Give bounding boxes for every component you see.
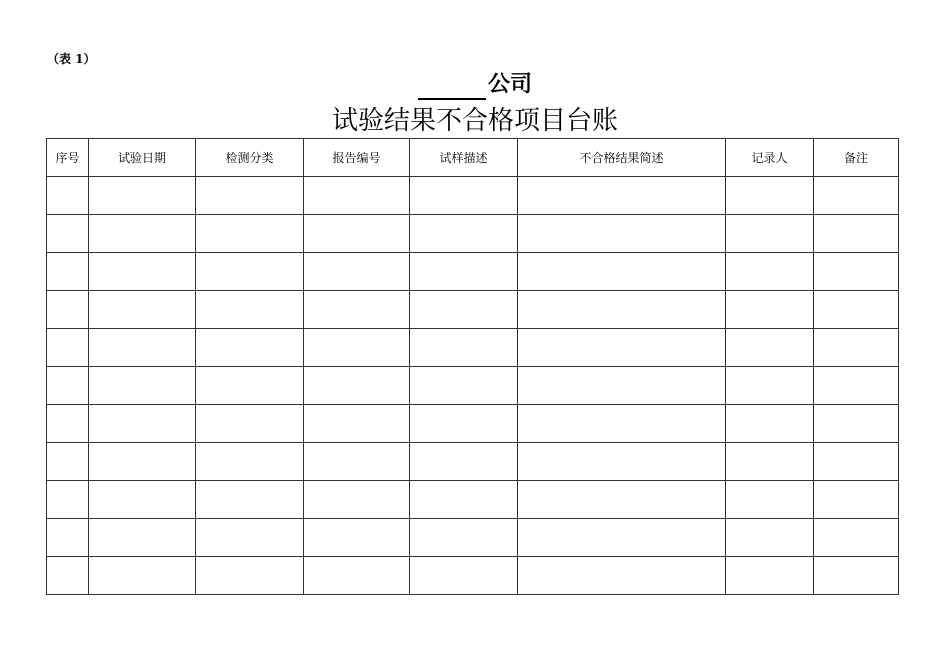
table-cell[interactable] <box>304 329 410 367</box>
table-cell[interactable] <box>47 177 89 215</box>
table-cell[interactable] <box>47 291 89 329</box>
table-cell[interactable] <box>518 291 726 329</box>
table-cell[interactable] <box>196 481 304 519</box>
table-cell[interactable] <box>518 519 726 557</box>
table-cell[interactable] <box>518 405 726 443</box>
table-cell[interactable] <box>518 367 726 405</box>
table-cell[interactable] <box>47 443 89 481</box>
table-cell[interactable] <box>89 367 196 405</box>
table-cell[interactable] <box>304 177 410 215</box>
table-cell[interactable] <box>196 329 304 367</box>
table-cell[interactable] <box>410 215 518 253</box>
table-cell[interactable] <box>304 367 410 405</box>
table-row <box>47 481 899 519</box>
company-name-blank[interactable] <box>418 74 486 100</box>
table-cell[interactable] <box>814 367 899 405</box>
table-cell[interactable] <box>196 215 304 253</box>
table-cell[interactable] <box>410 557 518 595</box>
header-row <box>47 139 899 177</box>
document-title: 试验结果不合格项目台账 <box>331 106 618 136</box>
column-header: 序号 <box>47 139 89 177</box>
table-cell[interactable] <box>196 367 304 405</box>
table-cell[interactable] <box>726 215 814 253</box>
table-cell[interactable] <box>89 557 196 595</box>
table-cell[interactable] <box>410 291 518 329</box>
table-cell[interactable] <box>304 253 410 291</box>
table-cell[interactable] <box>47 215 89 253</box>
column-header: 试样描述 <box>410 139 518 177</box>
table-cell[interactable] <box>814 557 899 595</box>
table-cell[interactable] <box>196 405 304 443</box>
table-cell[interactable] <box>814 443 899 481</box>
table-cell[interactable] <box>410 481 518 519</box>
table-cell[interactable] <box>410 329 518 367</box>
column-header: 检测分类 <box>196 139 304 177</box>
table-cell[interactable] <box>726 557 814 595</box>
table-cell[interactable] <box>518 443 726 481</box>
table-cell[interactable] <box>89 253 196 291</box>
table-cell[interactable] <box>304 443 410 481</box>
column-header: 记录人 <box>726 139 814 177</box>
table-cell[interactable] <box>726 329 814 367</box>
table-cell[interactable] <box>410 519 518 557</box>
table-cell[interactable] <box>726 405 814 443</box>
table-cell[interactable] <box>814 329 899 367</box>
table-row <box>47 253 899 291</box>
company-suffix: 公司 <box>487 72 532 97</box>
table-cell[interactable] <box>89 291 196 329</box>
table-cell[interactable] <box>47 367 89 405</box>
table-cell[interactable] <box>518 481 726 519</box>
table-cell[interactable] <box>304 481 410 519</box>
table-number-label: （表 1） <box>47 52 96 66</box>
table-cell[interactable] <box>89 215 196 253</box>
table-cell[interactable] <box>89 329 196 367</box>
table-row <box>47 291 899 329</box>
table-cell[interactable] <box>89 481 196 519</box>
table-cell[interactable] <box>196 519 304 557</box>
table-cell[interactable] <box>814 481 899 519</box>
table-cell[interactable] <box>814 405 899 443</box>
table-cell[interactable] <box>518 253 726 291</box>
table-cell[interactable] <box>726 367 814 405</box>
table-cell[interactable] <box>196 557 304 595</box>
table-cell[interactable] <box>196 253 304 291</box>
table-cell[interactable] <box>410 405 518 443</box>
table-cell[interactable] <box>814 519 899 557</box>
table-row <box>47 405 899 443</box>
company-name-line <box>0 70 950 100</box>
ledger-table <box>46 138 899 595</box>
table-row <box>47 557 899 595</box>
ledger-body <box>47 177 899 595</box>
table-cell[interactable] <box>726 481 814 519</box>
table-cell[interactable] <box>410 177 518 215</box>
table-cell[interactable] <box>814 291 899 329</box>
table-cell[interactable] <box>47 329 89 367</box>
table-row <box>47 329 899 367</box>
table-cell[interactable] <box>89 177 196 215</box>
table-cell[interactable] <box>47 557 89 595</box>
table-cell[interactable] <box>47 519 89 557</box>
table-cell[interactable] <box>47 481 89 519</box>
table-cell[interactable] <box>89 519 196 557</box>
table-cell[interactable] <box>726 253 814 291</box>
table-cell[interactable] <box>304 215 410 253</box>
column-header: 试验日期 <box>89 139 196 177</box>
column-header: 备注 <box>814 139 899 177</box>
table-cell[interactable] <box>518 215 726 253</box>
table-cell[interactable] <box>726 177 814 215</box>
table-cell[interactable] <box>304 557 410 595</box>
table-cell[interactable] <box>196 177 304 215</box>
table-row <box>47 519 899 557</box>
table-cell[interactable] <box>89 405 196 443</box>
table-cell[interactable] <box>410 367 518 405</box>
table-row <box>47 443 899 481</box>
table-cell[interactable] <box>726 291 814 329</box>
table-cell[interactable] <box>726 443 814 481</box>
table-row <box>47 367 899 405</box>
column-header: 不合格结果简述 <box>518 139 726 177</box>
table-cell[interactable] <box>726 519 814 557</box>
table-cell[interactable] <box>518 329 726 367</box>
table-cell[interactable] <box>47 253 89 291</box>
table-cell[interactable] <box>304 405 410 443</box>
table-row <box>47 215 899 253</box>
table-cell[interactable] <box>814 177 899 215</box>
table-cell[interactable] <box>196 443 304 481</box>
table-cell[interactable] <box>518 177 726 215</box>
table-cell[interactable] <box>196 291 304 329</box>
table-cell[interactable] <box>410 253 518 291</box>
table-cell[interactable] <box>304 519 410 557</box>
table-row <box>47 177 899 215</box>
column-header: 报告编号 <box>304 139 410 177</box>
table-cell[interactable] <box>304 291 410 329</box>
table-cell[interactable] <box>47 405 89 443</box>
table-cell[interactable] <box>410 443 518 481</box>
table-cell[interactable] <box>89 443 196 481</box>
table-cell[interactable] <box>814 215 899 253</box>
table-cell[interactable] <box>518 557 726 595</box>
table-cell[interactable] <box>814 253 899 291</box>
